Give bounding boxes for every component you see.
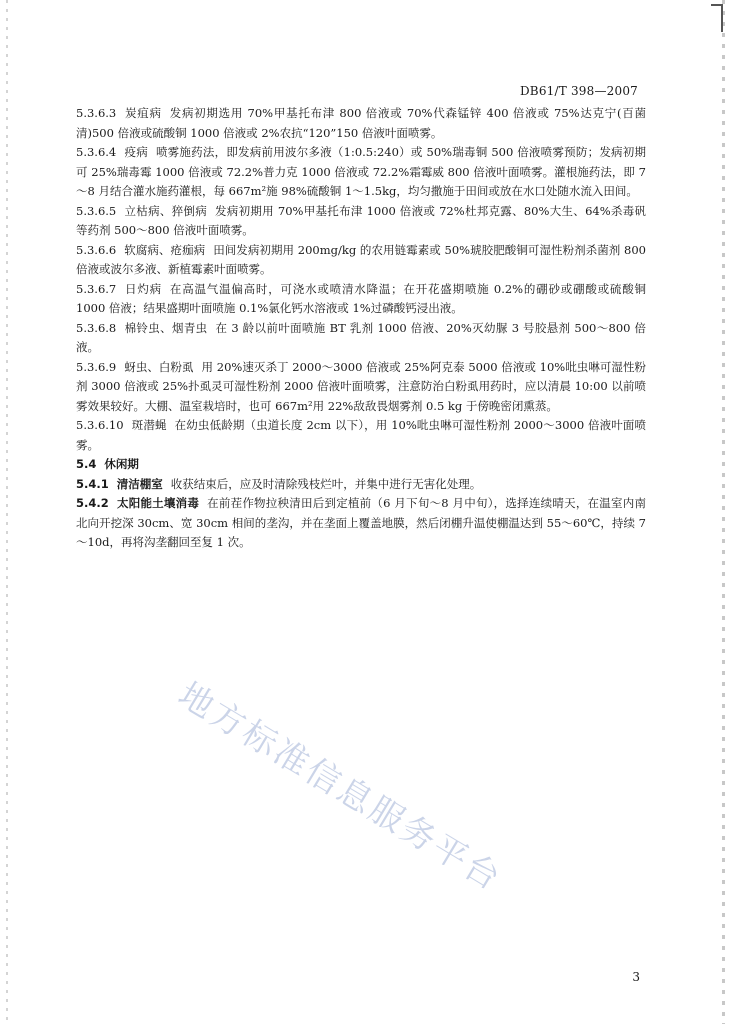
clause-number: 5.4.1 [76,476,109,491]
clause-heading: 棉铃虫、烟青虫 [124,320,208,335]
clause-number: 5.3.6.5 [76,203,117,218]
clause-text: 用 20%速灭杀丁 2000～3000 倍液或 25%阿克泰 5000 倍液或 10%吡虫啉可湿性粉剂 3000 倍液或 25%扑虱灵可湿性粉剂 2000 倍液叶面喷雾，注意防治白粉虱用药时，应以清晨 10:00 以前喷雾效果较好。大棚、温室栽培时，也可 667m²用 22%敌敌畏烟雾剂 0.5 kg 于傍晚密闭熏蒸。 [76,359,646,413]
clause-text: 发病初期选用 70%甲基托布津 800 倍液或 70%代森锰锌 400 倍液或 75%达克宁(百菌清)500 倍液或硫酸铜 1000 倍液或 2%农抗“120”150 倍液叶面喷雾。 [76,106,647,140]
clause-number: 5.3.6.6 [76,242,117,257]
clause-text: 在 3 龄以前叶面喷施 BT 乳剂 1000 倍液、20%灭幼脲 3 号胶悬剂 500～800 倍液。 [76,320,646,354]
clause-number: 5.4.2 [76,496,109,510]
clause-number: 5.3.6.7 [76,281,117,296]
paragraph-5-3-6-4 [76,143,646,202]
watermark: 地方标准信息服务平台 [171,674,510,900]
clause-number: 5.3.6.4 [76,145,117,159]
section-title: 休闲期 [104,457,139,471]
scan-edge-right [722,0,725,1024]
paragraph-5-3-6-6 [76,241,646,280]
clause-heading: 蚜虫、白粉虱 [124,359,194,374]
clause-text: 在幼虫低龄期（虫道长度 2cm 以下），用 10%吡虫啉可湿性粉剂 2000～3000 倍液叶面喷雾。 [76,418,647,452]
document-body [76,104,646,553]
scan-corner-mark [711,4,723,32]
clause-number: 5.3.6.9 [76,359,117,374]
clause-heading: 软腐病、疮痂病 [124,242,206,257]
paragraph-5-4-1 [76,475,646,495]
clause-text: 喷雾施药法，即发病前用波尔多液（1:0.5:240）或 50%瑞毒铜 500 倍液喷雾预防；发病初期可 25%瑞毒霉 1000 倍液或 72.2%普力克 1000 倍液或 72.2%霜霉威 800 倍液叶面喷雾。灌根施药法，即 7～8 月结合灌水施药灌根，每 667m²施 98%硫酸铜 1～1.5kg，均匀撒施于田间或放在水口处随水流入田间。 [76,145,647,198]
clause-heading: 疫病 [124,145,148,159]
paragraph-5-3-6-10 [76,416,646,455]
paragraph-5-3-6-9 [76,358,646,417]
clause-heading: 炭疽病 [124,106,162,120]
clause-text: 田间发病初期用 200mg/kg 的农用链霉素或 50%琥胶肥酸铜可湿性粉剂杀菌剂 800 倍液或波尔多液、新植霉素叶面喷雾。 [76,242,647,276]
clause-number: 5.3.6.10 [76,418,124,432]
clause-text: 收获结束后，应及时清除残枝烂叶，并集中进行无害化处理。 [170,476,482,491]
page-number: 3 [632,970,640,984]
paragraph-5-3-6-8 [76,319,646,358]
section-heading-5-4 [76,455,646,475]
clause-number: 5.3.6.3 [76,106,117,120]
paragraph-5-3-6-5 [76,202,646,241]
clause-number: 5.3.6.8 [76,320,117,335]
paragraph-5-3-6-7 [76,280,646,319]
section-number: 5.4 [76,457,97,471]
clause-heading: 太阳能土壤消毒 [116,496,200,510]
clause-heading: 立枯病、猝倒病 [124,203,208,218]
clause-text: 在前茬作物拉秧清田后到定植前（6 月下旬～8 月中旬），选择连续晴天，在温室内南北向开挖深 30cm、宽 30cm 相间的垄沟，并在垄面上覆盖地膜，然后闭棚升温使棚温达到 55～60℃，持续 7～10d，再将沟垄翻回至复 1 次。 [76,496,646,549]
paragraph-5-3-6-3 [76,104,646,143]
clause-heading: 日灼病 [124,281,162,296]
clause-heading: 斑潜蝇 [131,418,167,432]
clause-heading: 清洁棚室 [116,476,163,491]
clause-text: 在高温气温偏高时，可浇水或喷清水降温；在开花盛期喷施 0.2%的硼砂或硼酸或硫酸铜 1000 倍液；结果盛期叶面喷施 0.1%氯化钙水溶液或 1%过磷酸钙浸出液。 [76,281,647,315]
paragraph-5-4-2 [76,494,646,553]
clause-text: 发病初期用 70%甲基托布津 1000 倍液或 72%杜邦克露、80%大生、64%杀毒矾等药剂 500～800 倍液叶面喷雾。 [76,203,646,237]
document-code: DB61/T 398—2007 [519,84,638,98]
scan-edge-left [6,0,8,1024]
